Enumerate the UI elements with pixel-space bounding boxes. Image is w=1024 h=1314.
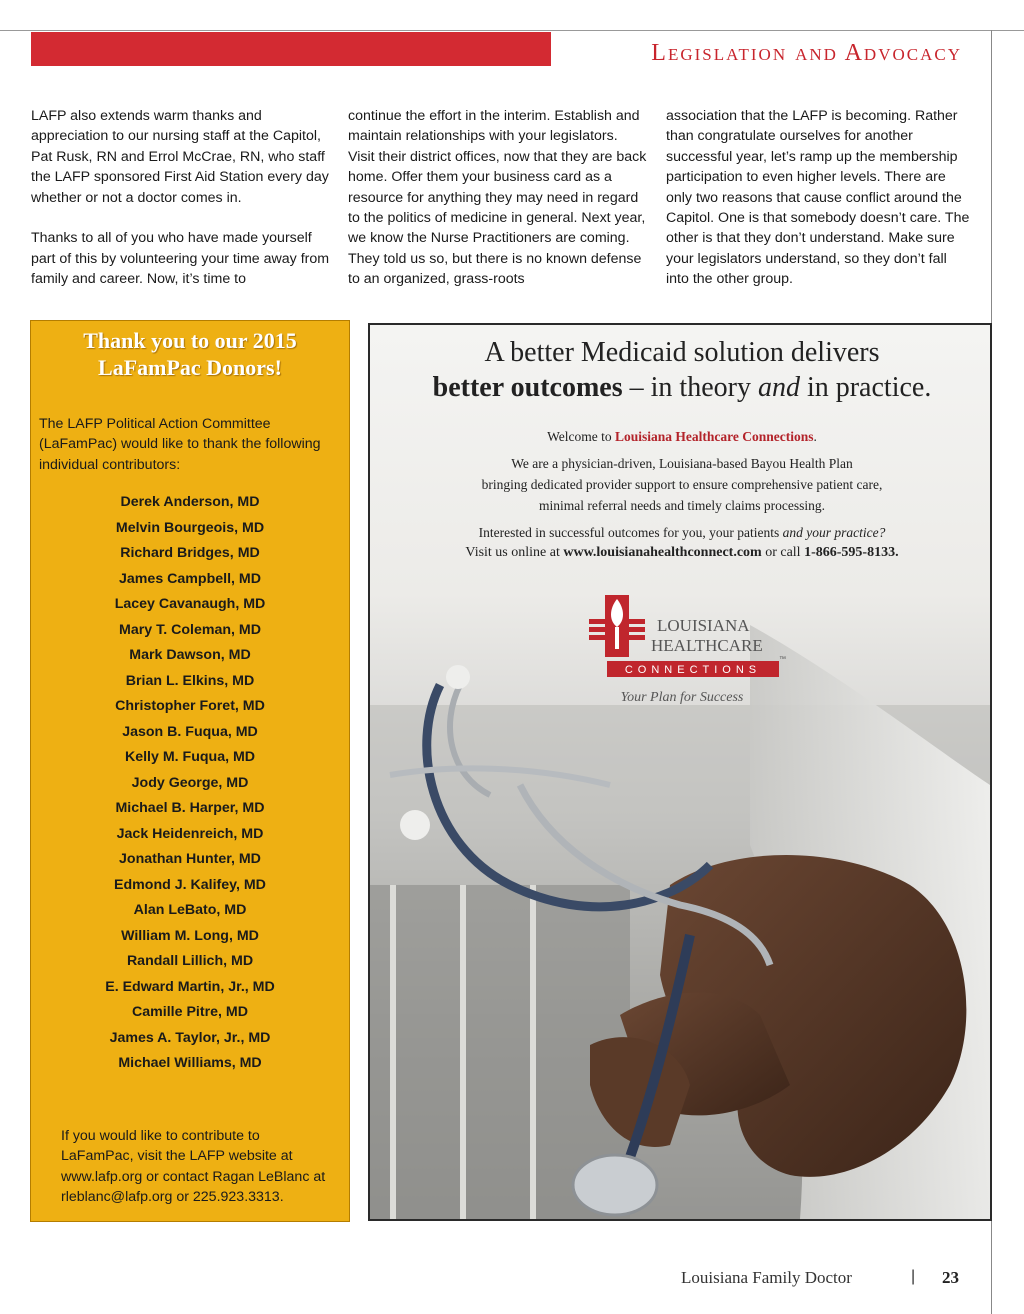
donor-name: Mark Dawson, MD [129,647,251,663]
donor-title [31,327,349,381]
paragraph: continue the effort in the interim. Establish and maintain relationships with your legislators. Visit their district offices, now that they are back home. Offer them your business card as a resource for anything they may need in regard to the politics of medicine in general. Next year, we know the Nurse Practitioners are coming. They told us so, but there is no known defense to an organized, grass-roots [348,108,647,288]
ad-body-line: bringing dedicated provider support to ensure comprehensive patient care, [481,477,883,492]
donor-name: Derek Anderson, MD [120,494,260,510]
ad-body-line: We are a physician-driven, Louisiana-based Bayou Health Plan [511,456,853,471]
logo-line: HEALTHCARE [651,636,763,655]
donor-name: Jonathan Hunter, MD [119,851,261,867]
section-title: Legislation and Advocacy [651,40,962,66]
donor-name: Randall Lillich, MD [126,953,254,969]
donor-intro: The LAFP Political Action Committee (LaFamPac) would like to thank the following individual contributors: [39,416,321,473]
logo-line: CONNECTIONS [624,664,762,676]
donor-name: Jason B. Fuqua, MD [122,723,258,740]
article-column-2 [348,106,648,310]
ad-interest [370,525,994,541]
donor-name: Alan LeBato, MD [133,902,247,918]
ad-phone: 1-866-595-8133. [804,545,899,560]
section-banner [31,32,551,66]
donor-name: William M. Long, MD [121,927,259,944]
donor-name: James Campbell, MD [119,570,261,587]
donor-list [31,492,349,1079]
ad-text-italic: and your practice? [782,525,886,540]
ad-text: . [813,429,817,444]
ad-contact [370,545,994,561]
ad-welcome [370,429,994,445]
donor-title-line: Thank you to our 2015 [83,328,297,353]
advertisement [368,323,992,1221]
ad-brand-name: Louisiana Healthcare Connections [615,429,814,444]
ad-headline: A better Medicaid solution delivers [484,337,880,368]
ad-body-line: minimal referral needs and timely claims processing. [538,498,826,513]
donor-name: Jody George, MD [131,774,249,791]
page-number: 23 [942,1268,959,1287]
donor-name: Richard Bridges, MD [120,545,260,561]
donor-name: James A. Taylor, Jr., MD [109,1029,271,1046]
paragraph: association that the LAFP is becoming. Rather than congratulate ourselves for another successful year, let’s ramp up the membership participation to even higher levels. There are only two reasons that cause conflict around the Capitol. One is that somebody doesn’t care. The other is that they don’t understand. Make sure your legislators understand, so they don’t fall into the other group. [666,108,970,288]
donor-name: Camille Pitre, MD [132,1004,248,1020]
ad-text: Interested in successful outcomes for you, your patients [478,525,783,540]
ad-text: Welcome to [547,429,615,444]
donor-name: Christopher Foret, MD [115,698,265,714]
donor-title-line: LaFamPac Donors! [98,355,282,380]
donor-name: Kelly M. Fuqua, MD [124,749,256,765]
ad-text: Visit us online at [465,545,564,560]
paragraph: LAFP also extends warm thanks and appreciation to our nursing staff at the Capitol, Pat Rusk, RN and Errol McCrae, RN, who staff the LAFP sponsored First Aid Station every day whether or not a doctor comes in. [31,108,329,206]
publication-name: Louisiana Family Doctor [681,1268,852,1287]
ad-headline-italic: and [757,372,800,403]
donor-name: Michael B. Harper, MD [115,800,265,816]
donor-name: Brian L. Elkins, MD [125,672,255,689]
ad-headline-2 [370,372,994,404]
ad-text: or call [761,545,805,560]
donor-panel [30,320,350,1222]
ad-headline-text: – in theory [622,372,758,403]
paragraph: Thanks to all of you who have made yourself part of this by volunteering your time away from family and career. Now, it’s time to [31,230,330,288]
ad-tagline: Your Plan for Success [620,690,744,705]
top-rule [0,30,1024,31]
donor-name: Edmond J. Kalifey, MD [114,876,266,893]
article-column-1 [31,106,331,310]
donor-name: Michael Williams, MD [118,1055,262,1071]
donor-name: Lacey Cavanaugh, MD [114,596,266,612]
logo-line: LOUISIANA [657,616,750,635]
donor-name: Jack Heidenreich, MD [116,825,264,842]
footer-separator: | [911,1268,916,1285]
ad-headline-text: in practice. [799,372,932,403]
article-column-3 [666,106,971,310]
donor-footer: If you would like to contribute to LaFamPac, visit the LAFP website at www.lafp.org or contact Ragan LeBlanc at rleblanc@lafp.org or 225.923.3313. [61,1128,326,1206]
donor-name: Melvin Bourgeois, MD [115,519,265,536]
logo-trademark: ™ [779,656,786,663]
donor-name: Mary T. Coleman, MD [119,621,261,638]
donor-name: E. Edward Martin, Jr., MD [105,978,275,995]
ad-headline-bold: better outcomes [432,372,623,403]
ad-website-link[interactable]: www.louisianahealthconnect.com [563,545,762,560]
